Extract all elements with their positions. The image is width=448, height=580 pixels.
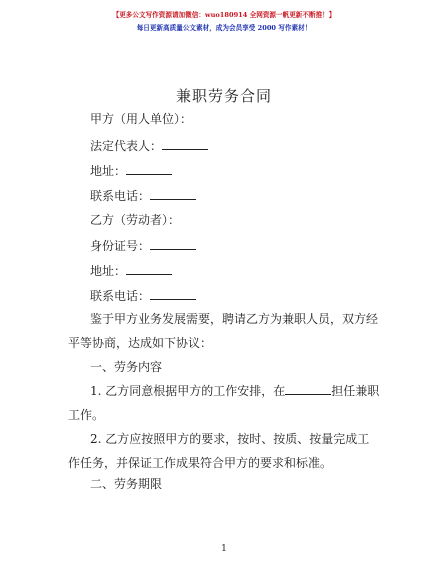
address-a-line [90, 163, 172, 178]
phone-b-blank [150, 288, 196, 300]
phone-a-blank [150, 188, 196, 200]
clause-1-blank [285, 383, 331, 395]
document-title: 兼职劳务合同 [175, 87, 272, 105]
phone-a-line [90, 188, 196, 203]
legal-rep-blank [162, 138, 208, 150]
id-no-label: 身份证号： [90, 239, 151, 253]
section-heading-2: 二、劳务期限 [90, 477, 163, 491]
address-a-label: 地址： [90, 164, 127, 178]
promo-banner-line-1: 【更多公文写作资源请加微信：wuo180914 全网资源一帆更新不断推！】 [112, 11, 336, 19]
intro-paragraph: 鉴于甲方业务发展需要，聘请乙方为兼职人员，双方经平等协商，达成如下协议： [68, 312, 379, 350]
address-b-blank [126, 263, 172, 275]
id-no-blank [150, 238, 196, 250]
clause-1-text-before: 1. 乙方同意根据甲方的工作安排，在 [90, 384, 286, 398]
phone-b-label: 联系电话： [90, 289, 151, 303]
address-b-label: 地址： [90, 264, 127, 278]
clause-1-text-after: 担任兼职工作。 [68, 384, 380, 422]
phone-a-label: 联系电话： [90, 189, 151, 203]
page-number: 1 [221, 544, 227, 554]
address-a-blank [126, 163, 172, 175]
address-b-line [90, 263, 172, 278]
id-no-line [90, 238, 196, 253]
clause-1 [68, 379, 380, 427]
party-b-label: 乙方（劳动者）： [90, 213, 181, 227]
phone-b-line [90, 288, 196, 303]
legal-rep-line [90, 138, 208, 153]
section-heading-1: 一、劳务内容 [90, 360, 163, 374]
promo-banner-line-2: 每日更新高质量公文素材，成为会员享受 2000 写作素材！ [136, 24, 312, 32]
party-a-line [90, 112, 192, 126]
legal-rep-label: 法定代表人： [90, 139, 163, 153]
party-b-line [90, 213, 180, 227]
clause-2: 2. 乙方应按照甲方的要求，按时、按质、按量完成工作任务，并保证工作成果符合甲方的要求和标准。 [68, 432, 370, 470]
party-a-label: 甲方（用人单位）： [90, 112, 193, 126]
